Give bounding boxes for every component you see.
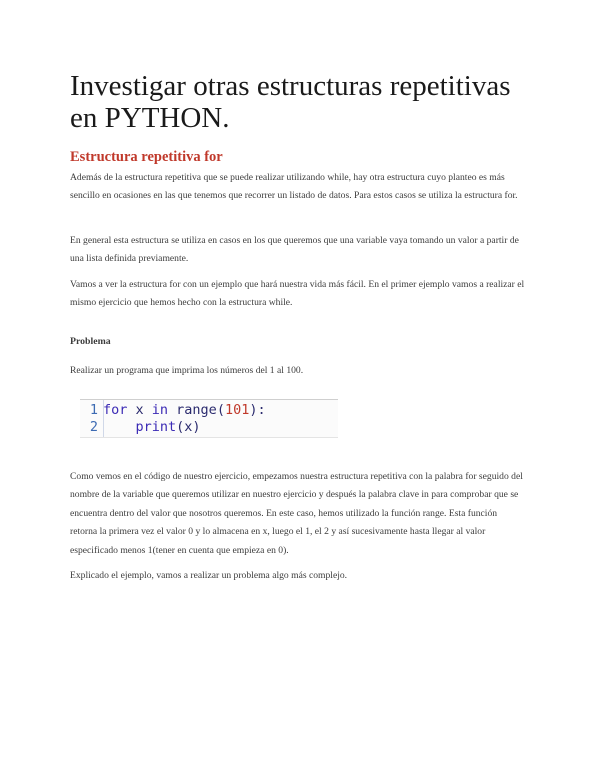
keyword-in: in bbox=[151, 402, 169, 418]
paragraph-closing: Explicado el ejemplo, vamos a realizar un problema algo más complejo. bbox=[70, 570, 348, 581]
line-number: 2 bbox=[89, 419, 98, 435]
keyword-for: for bbox=[103, 402, 128, 418]
paragraph-intro: Además de la estructura repetitiva que se puede realizar utilizando while, hay otra estructura cuyo planteo es más sencillo en ocasiones en las que tenemos que recorrer un listado de datos. Para estos casos se utiliza la estructura for. bbox=[70, 172, 518, 202]
paragraph-explanation: Como vemos en el código de nuestro ejercicio, empezamos nuestra estructura repetitiva con la palabra for seguido del nombre de la variable que queremos utilizar en nuestro ejercicio y después la palabra clave in para comprobar que se encuentra dentro del valor que nosotros queremos. En este caso, hemos utilizado la función range. Esta función retorna la primera vez el valor 0 y lo almacena en x, luego el 1, el 2 y así sucesivamente hasta llegar al valor especificado menos 1(tener en cuenta que empieza en 0). bbox=[70, 471, 523, 556]
code-variable: x bbox=[127, 402, 152, 418]
section-heading: Estructura repetitiva for bbox=[70, 149, 223, 165]
code-print: print bbox=[135, 419, 177, 435]
paragraph-general: En general esta estructura se utiliza en casos en los que queremos que una variable vaya tomando un valor a partir de una lista definida previamente. bbox=[70, 235, 519, 265]
code-function: range( bbox=[168, 402, 225, 418]
code-number: 101 bbox=[224, 402, 250, 418]
paragraph-example: Vamos a ver la estructura for con un ejemplo que hará nuestra vida más fácil. En el primer ejemplo vamos a realizar el mismo ejercicio que hemos hecho con la estructura while. bbox=[70, 279, 525, 309]
code-indent bbox=[103, 419, 136, 435]
problem-heading: Problema bbox=[70, 336, 111, 347]
code-line-1 bbox=[80, 402, 266, 419]
code-arguments: (x) bbox=[176, 419, 201, 435]
code-punctuation: ): bbox=[249, 402, 266, 418]
line-number: 1 bbox=[89, 402, 98, 418]
code-line-2 bbox=[80, 419, 201, 436]
page-title: Investigar otras estructuras repetitivas en PYTHON. bbox=[70, 70, 511, 134]
problem-text: Realizar un programa que imprima los números del 1 al 100. bbox=[70, 365, 304, 376]
code-snippet bbox=[80, 399, 338, 438]
